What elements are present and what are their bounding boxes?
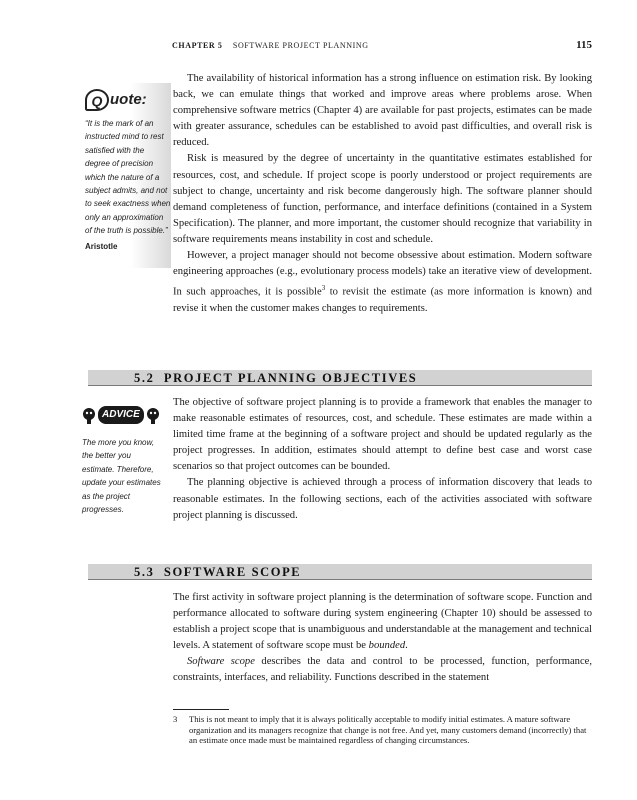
page-number: 115 xyxy=(576,39,592,51)
section-title: PROJECT PLANNING OBJECTIVES xyxy=(163,371,418,385)
intro-text xyxy=(173,71,592,317)
paragraph xyxy=(173,248,592,317)
chapter-label: CHAPTER 5 xyxy=(172,41,223,50)
paragraph-text: describes the data and control to be processed, function, performance, constraints, interfaces, and reliability. Functions described in the statement xyxy=(173,656,593,684)
section-53-text xyxy=(173,590,592,687)
running-head xyxy=(172,41,592,50)
footnote xyxy=(173,714,592,746)
quote-label: uote: xyxy=(110,91,147,109)
footnote-ref: 3 xyxy=(321,284,326,293)
section-number: 5.2 xyxy=(134,371,155,385)
emphasis: Software scope xyxy=(187,656,255,668)
advice-text: The more you know, the better you estimate. Therefore, update your estimates as the project progresses. xyxy=(82,438,161,515)
section-heading xyxy=(134,371,417,386)
paragraph-text: to revisit the estimate (as more information is known) and revise it when the customer makes changes to requirements. xyxy=(173,286,592,314)
paragraph: Risk is measured by the degree of uncertainty in the quantitative estimates established for resources, cost, and schedule. If project scope is poorly understood or project requirements are subject to change, uncertainty and risk become dangerously high. The software planner should demand completeness of function, performance, and interface definitions (contained in a System Specification). The planner, and more important, the customer should recognize that variability in software requirements means instability in cost and schedule. xyxy=(173,153,592,245)
advice-figure-icon xyxy=(82,406,96,424)
quote-heading xyxy=(85,89,171,111)
section-heading xyxy=(134,565,301,580)
paragraph xyxy=(173,654,592,686)
advice-heading xyxy=(82,402,162,428)
section-title: SOFTWARE SCOPE xyxy=(163,565,302,579)
footnote-rule xyxy=(173,709,229,710)
emphasis: bounded xyxy=(368,640,406,652)
paragraph: The objective of software project planning is to provide a framework that enables the manager to make reasonable estimates of resources, cost, and schedule. These estimates are made within a limited time frame at the beginning of a software project and should be updated regularly as the project progresses. In addition, estimates should attempt to define best case and worst case scenarios so that project outcomes can be bounded. xyxy=(173,397,592,473)
quote-bubble-icon: Q xyxy=(85,89,109,111)
quote-sidebar xyxy=(82,83,171,268)
advice-label: ADVICE xyxy=(98,406,144,423)
quote-text: “It is the mark of an instructed mind to rest satisfied with the degree of precision which the nature of a subject admits, and not to seek exactness when only an approximation of the truth is possible.” xyxy=(85,119,171,236)
paragraph-text: However, a project manager should not become obsessive about estimation. Modern software engineering approaches (e.g., evolutionary process models) take an iterative view of development. In such approaches, it is possible xyxy=(173,250,592,298)
advice-figure-icon xyxy=(146,406,160,424)
chapter-title: SOFTWARE PROJECT PLANNING xyxy=(232,41,369,50)
section-number: 5.3 xyxy=(134,565,155,579)
quote-author: Aristotle xyxy=(85,241,118,251)
advice-sidebar xyxy=(82,402,162,516)
paragraph: The planning objective is achieved through a process of information discovery that leads to reasonable estimates. In the following sections, each of the activities associated with software project planning is discussed. xyxy=(173,477,592,521)
footnote-text: This is not meant to imply that it is always politically acceptable to modify initial estimates. A mature software organization and its managers recognize that change is not free. And yet, many customers demand (incorrectly) that an estimate once made must be maintained regardless of changing circumstances. xyxy=(189,714,587,746)
footnote-number: 3 xyxy=(173,714,178,724)
paragraph-text: The first activity in software project planning is the determination of software scope. Function and performance allocated to software during system engineering (Chapter 10) should be assessed to establish a project scope that is unambiguous and understandable at the management and technical levels. A statement of software scope must be xyxy=(173,592,592,652)
paragraph: The first activity in software project planning is the determination of software scope. Function and performance allocated to software during system engineering (Chapter 10) should be assessed to establish a project scope that is unambiguous and understandable at the management and technical levels. A statement of software scope must be bounded. xyxy=(173,592,592,652)
paragraph: The availability of historical information has a strong influence on estimation risk. By looking back, we can emulate things that worked and improve areas where problems arose. When comprehensive software metrics (Chapter 4) are available for past projects, estimates can be made with greater assurance, schedules can be established to avoid past difficulties, and overall risk is reduced. xyxy=(173,73,592,149)
section-52-text xyxy=(173,395,592,524)
